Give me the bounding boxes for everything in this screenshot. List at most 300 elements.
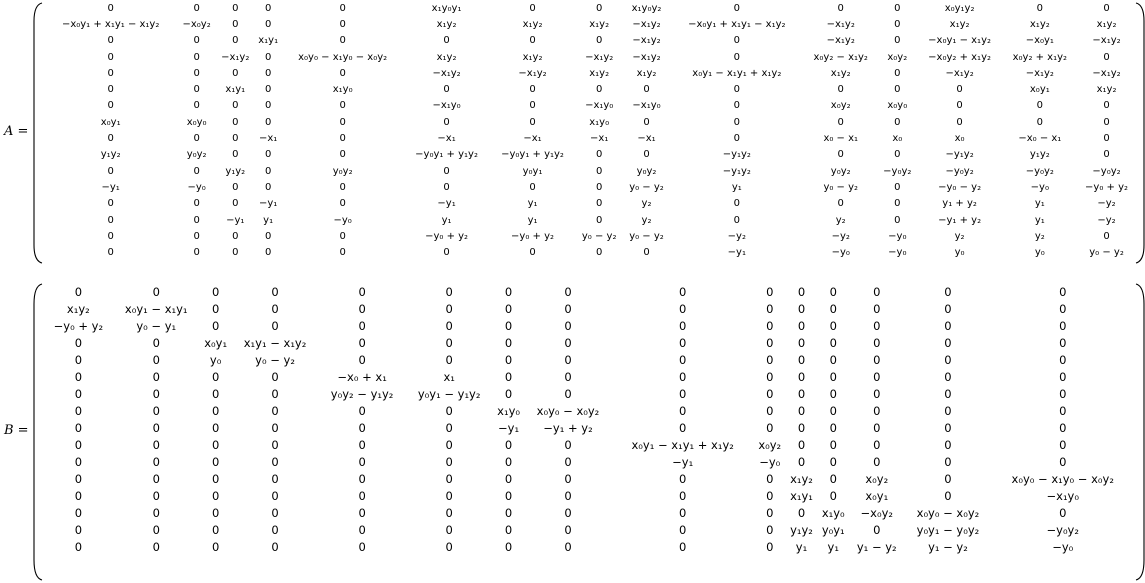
matrix-cell: 0 [797,369,806,384]
matrix-cell: −x₀ + x₁ [337,369,387,384]
matrix-cell: 0 [74,454,83,469]
matrix-cell: 0 [211,420,220,435]
matrix-a-row [44,65,1136,81]
matrix-cell: 0 [107,100,114,112]
matrix-cell: y₀ − y₂ [255,352,295,367]
matrix-a-row [44,98,1136,114]
matrix-cell: 0 [679,522,687,537]
matrix-cell: 0 [152,386,160,401]
matrix-cell: 0 [271,488,279,503]
matrix-cell: 0 [232,230,239,242]
matrix-cell: x₁y₀y₁ [431,2,462,14]
matrix-cell: 0 [264,247,272,259]
matrix-cell: 0 [264,67,272,79]
matrix-cell: 0 [232,67,239,79]
matrix-cell: y₀ − y₂ [581,230,617,242]
matrix-cell: 0 [766,522,774,537]
matrix-cell: 0 [733,100,741,112]
matrix-cell: 0 [1036,2,1044,14]
matrix-cell: x₀y₂ [887,51,908,63]
matrix-cell: 0 [445,488,453,503]
matrix-cell: −x₁y₀ [432,100,461,112]
matrix-cell: 0 [271,539,279,554]
matrix-cell: 0 [193,100,200,112]
matrix-cell: 0 [211,505,220,520]
matrix-cell: 0 [894,214,901,226]
matrix-cell: 0 [766,403,774,418]
matrix-b-row [44,351,1134,368]
matrix-cell: 0 [211,386,220,401]
matrix-cell: 0 [74,284,83,299]
matrix-cell: −x₁y₀ [1046,488,1079,503]
matrix-cell: −y₀ [888,247,907,259]
matrix-cell: 0 [797,301,806,316]
matrix-cell: −x₁y₀ [632,100,661,112]
matrix-cell: 0 [956,116,963,128]
matrix-cell: 0 [643,247,650,259]
matrix-cell: 0 [271,437,279,452]
matrix-cell: 0 [152,454,160,469]
matrix-cell: x₁y₂ [589,18,610,30]
matrix-cell: −y₁ + y₂ [938,214,982,226]
matrix-cell: y₁y₂ [1029,149,1050,161]
matrix-cell: 0 [829,369,837,384]
matrix-cell: 0 [894,116,901,128]
matrix-cell: 0 [107,51,114,63]
matrix-cell: y₁ [1034,198,1045,210]
matrix-cell: 0 [679,352,687,367]
matrix-cell: 0 [152,488,160,503]
matrix-cell: 0 [679,284,687,299]
matrix-cell: 0 [766,420,774,435]
matrix-cell: 0 [271,386,279,401]
matrix-cell: 0 [74,539,83,554]
matrix-cell: 0 [264,84,272,96]
matrix-cell: 0 [358,335,366,350]
matrix-cell: x₀y₀ − x₀y₂ [916,505,980,520]
matrix-cell: 0 [529,84,536,96]
matrix-cell: 0 [894,84,901,96]
matrix-cell: x₁y₂ [66,301,90,316]
matrix-cell: −y₀ + y₂ [511,230,555,242]
matrix-cell: 0 [211,403,220,418]
matrix-cell: 0 [445,403,453,418]
matrix-cell: 0 [211,488,220,503]
matrix-cell: 0 [211,301,220,316]
matrix-cell: 0 [358,471,366,486]
matrix-cell: x₀y₁ − x₁y₁ + x₁y₂ [692,67,782,79]
matrix-cell: 0 [679,318,687,333]
matrix-cell: 0 [944,352,952,367]
matrix-cell: −x₁y₂ [632,51,661,63]
matrix-cell: 0 [766,284,774,299]
matrix-cell: 0 [358,301,366,316]
matrix-cell: 0 [837,116,844,128]
matrix-cell: 0 [797,284,806,299]
matrix-cell: y₁ [795,539,808,554]
matrix-cell: 0 [152,369,160,384]
matrix-cell: 0 [271,301,279,316]
matrix-cell: y₀ − y₁ [136,318,177,333]
matrix-cell: 0 [211,522,220,537]
matrix-cell: 0 [232,181,239,193]
matrix-cell: −y₀ + y₂ [1085,181,1129,193]
matrix-cell: 0 [445,420,453,435]
matrix-cell: 0 [564,369,572,384]
matrix-cell: 0 [766,539,774,554]
matrix-cell: 0 [107,247,114,259]
matrix-a-row [44,49,1136,65]
matrix-cell: −y₁ [101,181,120,193]
matrix-cell: 0 [564,301,572,316]
matrix-cell: −x₀y₂ [860,505,893,520]
matrix-cell: 0 [766,369,774,384]
matrix-cell: 0 [837,149,844,161]
matrix-cell: 0 [1059,403,1067,418]
matrix-cell: 0 [829,335,837,350]
matrix-cell: 0 [193,133,200,145]
matrix-cell: 0 [74,335,83,350]
matrix-a-row [44,179,1136,195]
matrix-cell: 0 [264,18,272,30]
matrix-cell: x₁y₀ [589,116,610,128]
matrix-cell: 0 [873,522,881,537]
matrix-cell: 0 [271,318,279,333]
matrix-cell: 0 [339,100,346,112]
matrix-cell: 0 [873,403,881,418]
matrix-cell: 0 [271,454,279,469]
matrix-cell: 0 [152,437,160,452]
matrix-cell: 0 [445,284,453,299]
matrix-cell: x₁y₂ [1029,18,1050,30]
matrix-cell: 0 [193,214,200,226]
matrix-cell: 0 [595,149,603,161]
matrix-cell: y₂ [641,214,652,226]
matrix-cell: 0 [232,149,239,161]
matrix-b-row [44,368,1134,385]
matrix-cell: 0 [564,539,572,554]
matrix-cell: 0 [339,133,346,145]
matrix-cell: y₀y₂ [332,165,353,177]
matrix-cell: 0 [894,149,901,161]
matrix-cell: 0 [1103,100,1110,112]
matrix-cell: 0 [152,420,160,435]
matrix-cell: 0 [1103,133,1110,145]
matrix-cell: 0 [1059,335,1067,350]
matrix-cell: 0 [944,454,952,469]
matrix-cell: 0 [829,284,837,299]
matrix-a-row [44,114,1136,130]
matrix-cell: 0 [564,335,572,350]
matrix-cell: 0 [264,116,272,128]
matrix-cell: 0 [74,488,83,503]
matrix-cell: 0 [873,335,881,350]
matrix-cell: 0 [837,84,844,96]
matrix-cell: 0 [829,352,837,367]
matrix-cell: 0 [1059,301,1067,316]
matrix-cell: −y₀y₂ [883,165,912,177]
matrix-cell: 0 [445,505,453,520]
matrix-cell: 0 [829,471,837,486]
matrix-cell: 0 [232,18,239,30]
matrix-cell: −y₁ [498,420,520,435]
matrix-cell: −y₀ [831,247,850,259]
matrix-cell: −y₁ [226,214,245,226]
matrix-cell: y₁ [527,214,538,226]
matrix-cell: −y₀y₂ [1092,165,1121,177]
matrix-cell: 0 [766,352,774,367]
matrix-cell: −y₂ [1097,198,1116,210]
matrix-cell: −x₀y₁ + x₁y₁ − x₁y₂ [688,18,786,30]
matrix-a-row [44,196,1136,212]
matrix-a-row [44,212,1136,228]
matrix-cell: 0 [766,488,774,503]
matrix-cell: 0 [837,2,844,14]
matrix-cell: 0 [339,116,346,128]
matrix-cell: −y₁y₂ [945,149,974,161]
matrix-cell: −x₀y₁ + x₁y₁ − x₁y₂ [61,18,160,30]
matrix-cell: −x₁y₂ [632,18,661,30]
matrix-cell: −y₀y₁ + y₁y₂ [501,149,564,161]
matrix-b-row [44,521,1134,538]
matrix-cell: 0 [443,84,450,96]
matrix-cell: 0 [443,247,450,259]
matrix-cell: 0 [873,420,881,435]
right-paren-icon [1134,282,1145,582]
matrix-cell: 0 [595,214,603,226]
matrix-cell: x₁y₀y₂ [631,2,662,14]
matrix-cell: y₀ − y₂ [629,181,664,193]
matrix-cell: 0 [595,198,603,210]
matrix-cell: x₀ [892,133,903,145]
matrix-cell: 0 [504,539,513,554]
matrix-cell: 0 [595,2,603,14]
matrix-cell: −x₀y₂ [182,18,211,30]
matrix-cell: y₀y₂ [636,165,657,177]
matrix-cell: x₁y₂ [1096,84,1117,96]
matrix-cell: x₁y₂ [522,18,543,30]
matrix-cell: x₁y₀ [332,84,353,96]
matrix-cell: 0 [193,2,200,14]
matrix-cell: x₀y₁ [204,335,228,350]
matrix-cell: x₀y₁ [865,488,889,503]
matrix-cell: 0 [504,488,513,503]
matrix-cell: x₁y₂ [436,18,457,30]
matrix-cell: 0 [679,505,687,520]
matrix-cell: 0 [829,437,837,452]
matrix-cell: 0 [766,335,774,350]
matrix-cell: −y₀y₁ + y₁y₂ [415,149,478,161]
matrix-cell: 0 [733,116,741,128]
matrix-cell: 0 [894,181,901,193]
matrix-cell: 0 [797,318,806,333]
matrix-cell: x₀y₂ − x₁y₂ [813,51,868,63]
matrix-cell: 0 [733,198,741,210]
matrix-cell: 0 [643,116,650,128]
matrix-cell: y₂ [1034,230,1045,242]
matrix-cell: y₁y₂ [790,522,813,537]
matrix-b-block [0,280,1145,583]
matrix-cell: 0 [733,133,741,145]
matrix-a-label: A = [4,124,29,139]
matrix-cell: 0 [894,18,901,30]
matrix-cell: 0 [595,165,603,177]
right-paren-icon [1134,1,1145,265]
matrix-cell: 0 [193,51,200,63]
matrix-cell: 0 [797,505,806,520]
matrix-cell: y₀y₂ − y₁y₂ [330,386,394,401]
matrix-cell: 0 [152,403,160,418]
matrix-b-row [44,300,1134,317]
matrix-cell: 0 [107,214,114,226]
matrix-cell: 0 [1059,454,1067,469]
matrix-cell: 0 [529,100,536,112]
matrix-cell: 0 [445,437,453,452]
matrix-cell: 0 [107,165,114,177]
matrix-cell: 0 [679,301,687,316]
matrix-cell: x₁y₂ [522,51,543,63]
matrix-cell: x₁y₁ − x₁y₂ [243,335,307,350]
matrix-b-row [44,385,1134,402]
matrix-cell: 0 [766,301,774,316]
matrix-cell: y₁ [731,181,742,193]
left-paren-icon [32,282,44,582]
matrix-cell: 0 [829,420,837,435]
matrix-cell: x₁y₂ [830,67,851,79]
matrix-cell: 0 [679,369,687,384]
matrix-cell: −y₁ [672,454,694,469]
matrix-cell: 0 [358,505,366,520]
matrix-cell: −y₀ [888,230,907,242]
matrix-cell: 0 [829,403,837,418]
matrix-cell: 0 [1103,116,1110,128]
matrix-cell: x₀ − x₁ [823,133,859,145]
matrix-cell: 0 [894,2,901,14]
matrix-cell: −y₀ + y₂ [53,318,104,333]
matrix-cell: 0 [595,181,603,193]
matrix-cell: y₁y₂ [225,165,246,177]
matrix-cell: 0 [894,67,901,79]
matrix-b-label: B = [4,423,29,438]
matrix-cell: 0 [643,84,650,96]
matrix-cell: y₂ [954,230,965,242]
matrix-cell: 0 [504,505,513,520]
matrix-cell: 0 [529,35,536,47]
matrix-cell: 0 [211,318,220,333]
matrix-a-row [44,244,1136,260]
matrix-cell: 0 [107,2,114,14]
matrix-cell: 0 [445,454,453,469]
matrix-cell: 0 [445,301,453,316]
matrix-cell: 0 [107,198,114,210]
matrix-cell: 0 [873,386,881,401]
matrix-cell: x₁y₀ [497,403,520,418]
matrix-cell: −y₀ [333,214,352,226]
matrix-cell: 0 [529,247,536,259]
matrix-cell: 0 [152,505,160,520]
matrix-cell: 0 [797,454,806,469]
matrix-cell: 0 [944,471,952,486]
matrix-cell: −x₁y₂ [221,51,250,63]
matrix-cell: 0 [74,505,83,520]
matrix-cell: −y₁ + y₂ [543,420,593,435]
matrix-cell: 0 [873,284,881,299]
matrix-cell: −x₁y₀ [585,100,614,112]
matrix-cell: −y₂ [1097,214,1116,226]
matrix-cell: −y₁ [258,198,278,210]
matrix-cell: −x₁y₂ [1092,35,1121,47]
matrix-cell: 0 [264,100,272,112]
matrix-cell: −y₀ [1052,539,1074,554]
matrix-cell: −x₀y₁ − x₁y₂ [928,35,991,47]
matrix-cell: 0 [944,335,952,350]
matrix-cell: 0 [445,335,453,350]
matrix-b-row [44,317,1134,334]
matrix-cell: 0 [232,247,239,259]
matrix-cell: 0 [232,116,239,128]
matrix-cell: −x₁y₂ [1025,67,1054,79]
matrix-cell: 0 [564,437,572,452]
matrix-cell: 0 [679,471,687,486]
matrix-cell: 0 [74,420,83,435]
matrix-cell: 0 [107,230,114,242]
matrix-cell: 0 [829,301,837,316]
matrix-cell: x₀y₀ − x₁y₀ − x₀y₂ [298,51,388,63]
matrix-cell: 0 [74,369,83,384]
matrix-cell: 0 [944,284,952,299]
matrix-cell: 0 [232,2,239,14]
matrix-cell: x₀y₀ − x₀y₂ [536,403,600,418]
matrix-a-row [44,130,1136,146]
matrix-cell: 0 [271,505,279,520]
matrix-cell: 0 [837,198,844,210]
matrix-cell: 0 [152,284,160,299]
matrix-cell: y₁ [441,214,452,226]
matrix-cell: 0 [339,247,346,259]
matrix-cell: x₀y₂ [830,100,851,112]
matrix-cell: 0 [339,181,346,193]
matrix-cell: −x₁y₂ [432,67,461,79]
matrix-cell: 0 [679,403,687,418]
matrix-cell: 0 [358,420,366,435]
matrix-cell: y₀ [209,352,222,367]
matrix-a [44,0,1136,261]
matrix-cell: 0 [873,318,881,333]
matrix-cell: 0 [211,539,220,554]
matrix-cell: −y₁ [727,247,746,259]
matrix-cell: 0 [944,369,952,384]
matrix-cell: 0 [797,386,806,401]
matrix-cell: 0 [797,335,806,350]
matrix-cell: 0 [358,318,366,333]
matrix-cell: 0 [211,454,220,469]
matrix-cell: 0 [504,301,513,316]
matrix-b-row [44,402,1134,419]
matrix-cell: 0 [944,403,952,418]
matrix-cell: 0 [733,51,741,63]
matrix-cell: 0 [733,84,741,96]
matrix-cell: 0 [271,284,279,299]
matrix-cell: 0 [358,352,366,367]
matrix-cell: 0 [564,386,572,401]
matrix-cell: 0 [339,230,346,242]
matrix-cell: x₀y₂ [865,471,889,486]
matrix-cell: x₀y₀ [887,100,908,112]
matrix-cell: 0 [152,352,160,367]
matrix-cell: −x₁y₂ [1092,67,1121,79]
matrix-cell: 0 [944,318,952,333]
matrix-a-row [44,16,1136,32]
